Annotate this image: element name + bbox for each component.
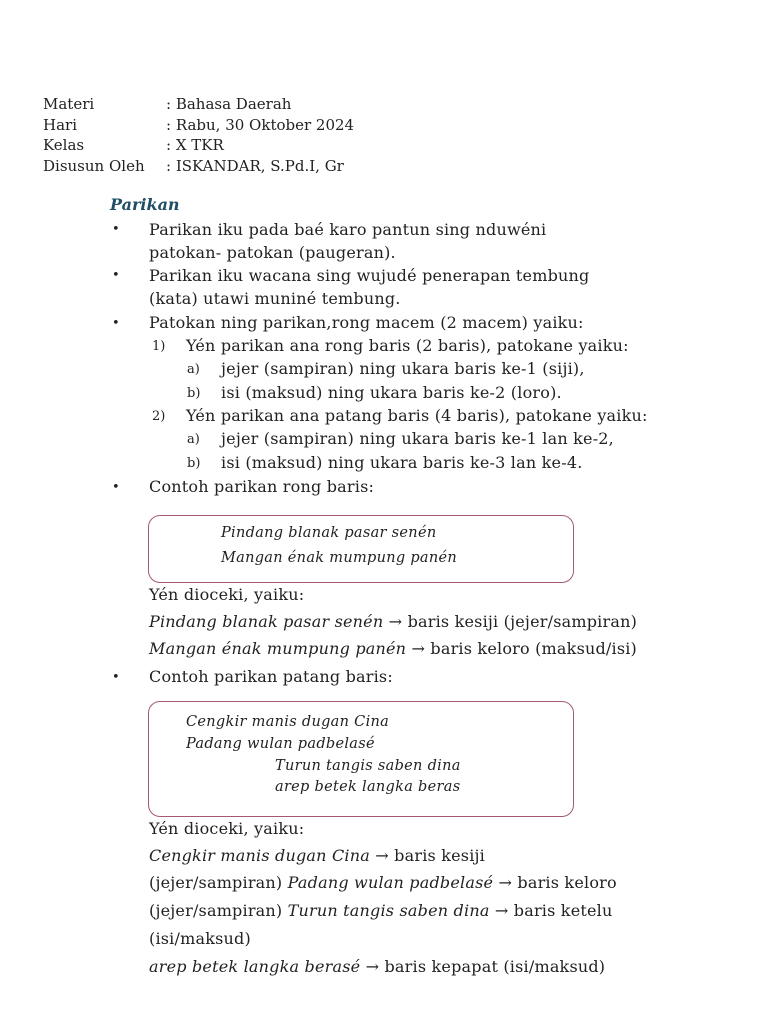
item1-text: Yén parikan ana rong baris (2 baris), patokane yaiku: — [186, 336, 629, 355]
box1-line2: Mangan énak mumpung panén — [221, 550, 458, 566]
explain2-line5 — [149, 957, 605, 976]
explain1-row2-italic: Mangan énak mumpung panén — [149, 639, 407, 658]
explain2-intro: Yén dioceki, yaiku: — [149, 819, 305, 838]
explain2-line2-plain: (jejer/sampiran) — [149, 873, 283, 892]
explain2-line4: (isi/maksud) — [149, 929, 251, 948]
item1b-text: isi (maksud) ning ukara baris ke-2 (loro). — [221, 383, 562, 402]
explain2-line1-rest: baris kesiji — [394, 846, 485, 865]
explain2-line5-italic: arep betek langka berasé — [149, 957, 361, 976]
item2-number: 2) — [152, 409, 166, 424]
bullet-marker: • — [112, 268, 120, 283]
box1-line1: Pindang blanak pasar senén — [221, 525, 437, 541]
item2-text: Yén parikan ana patang baris (4 baris), patokane yaiku: — [186, 406, 648, 425]
header-value-hari: : Rabu, 30 Oktober 2024 — [166, 116, 355, 134]
item2b-letter: b) — [187, 456, 201, 471]
section-title: Parikan — [110, 195, 180, 214]
box2-line3: Turun tangis saben dina — [275, 758, 461, 774]
arrow-icon: → — [498, 873, 513, 892]
bullet-marker: • — [112, 670, 120, 685]
explain2-line2-italic: Padang wulan padbelasé — [287, 873, 494, 892]
explain2-line3-plain: (jejer/sampiran) — [149, 901, 283, 920]
bullet-marker: • — [112, 316, 120, 331]
bullet1-line2: patokan- patokan (paugeran). — [149, 243, 396, 262]
arrow-icon: → — [365, 957, 380, 976]
bullet2-line2: (kata) utawi muniné tembung. — [149, 289, 401, 308]
explain2-line3 — [149, 901, 613, 920]
explain2-line2-rest: baris keloro — [517, 873, 617, 892]
bullet2-line1: Parikan iku wacana sing wujudé penerapan tembung — [149, 266, 590, 285]
explain2-line3-italic: Turun tangis saben dina — [287, 901, 490, 920]
explain2-line1-italic: Cengkir manis dugan Cina — [149, 846, 370, 865]
header-value-disusun: : ISKANDAR, S.Pd.I, Gr — [166, 157, 344, 175]
explain1-row1-italic: Pindang blanak pasar senén — [149, 612, 384, 631]
item2b-text: isi (maksud) ning ukara baris ke-3 lan ke-4. — [221, 453, 583, 472]
bullet5-text: Contoh parikan patang baris: — [149, 667, 393, 686]
item1-number: 1) — [152, 339, 166, 354]
bullet-marker: • — [112, 480, 120, 495]
header-label-kelas: Kelas — [43, 136, 85, 154]
arrow-icon: → — [411, 639, 426, 658]
explain1-row1 — [149, 612, 637, 631]
item1b-letter: b) — [187, 386, 201, 401]
explain1-intro: Yén dioceki, yaiku: — [149, 585, 305, 604]
bullet-marker: • — [112, 222, 120, 237]
item2a-letter: a) — [187, 432, 200, 447]
explain2-line1 — [149, 846, 485, 865]
header-value-kelas: : X TKR — [166, 136, 224, 154]
arrow-icon: → — [388, 612, 403, 631]
header-value-materi: : Bahasa Daerah — [166, 95, 292, 113]
item2a-text: jejer (sampiran) ning ukara baris ke-1 lan ke-2, — [221, 429, 614, 448]
bullet3-text: Patokan ning parikan,rong macem (2 macem) yaiku: — [149, 313, 584, 332]
box2-line1: Cengkir manis dugan Cina — [186, 714, 390, 730]
header-label-hari: Hari — [43, 116, 77, 134]
header-label-disusun: Disusun Oleh — [43, 157, 145, 175]
explain1-row1-rest: baris kesiji (jejer/sampiran) — [407, 612, 638, 631]
explain1-row2 — [149, 639, 637, 658]
explain2-line2 — [149, 873, 617, 892]
item1a-letter: a) — [187, 362, 200, 377]
explain2-line3-rest: baris ketelu — [513, 901, 613, 920]
bullet4-text: Contoh parikan rong baris: — [149, 477, 375, 496]
arrow-icon: → — [494, 901, 509, 920]
box2-line2: Padang wulan padbelasé — [186, 736, 375, 752]
bullet1-line1: Parikan iku pada baé karo pantun sing nduwéni — [149, 220, 547, 239]
box2-line4: arep betek langka beras — [275, 779, 461, 795]
item1a-text: jejer (sampiran) ning ukara baris ke-1 (siji), — [221, 359, 585, 378]
arrow-icon: → — [375, 846, 389, 865]
explain2-line5-rest: baris kepapat (isi/maksud) — [384, 957, 606, 976]
header-label-materi: Materi — [43, 95, 95, 113]
explain1-row2-rest: baris keloro (maksud/isi) — [430, 639, 637, 658]
